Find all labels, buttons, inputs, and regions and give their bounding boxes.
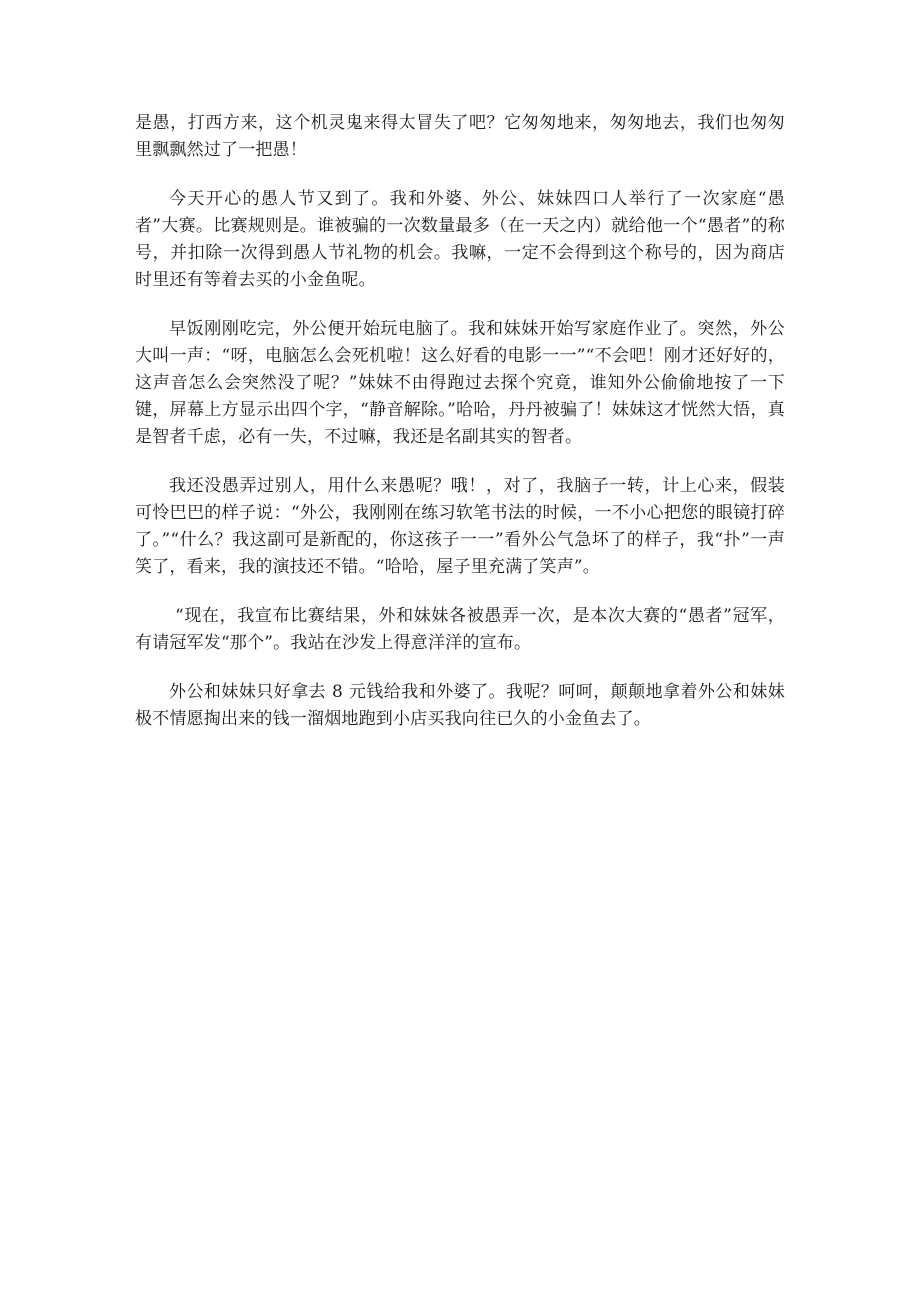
paragraph-3: 早饭刚刚吃完，外公便开始玩电脑了。我和妹妹开始写家庭作业了。突然，外公大叫一声：“呀，电脑怎么会死机啦！这么好看的电影一一”“不会吧！刚才还好好的，这声音怎么会突然没了呢？”妹妹不由得跑过去探个究竟，谁知外公偷偷地按了一下键，屏幕上方显示出四个字，“静音解除。”哈哈，丹丹被骗了！妹妹这才恍然大悟，真是智者千虑，必有一失，不过嘛，我还是名副其实的智者。 xyxy=(135,319,785,447)
paragraph-6: 外公和妹妹只好拿去 8 元钱给我和外婆了。我呢？呵呵，颠颠地拿着外公和妹妹极不情愿掏出来的钱一溜烟地跑到小店买我向往已久的小金鱼去了。 xyxy=(135,682,785,729)
paragraph-4: 我还没愚弄过别人，用什么来愚呢？哦！，对了，我脑子一转，计上心来，假装可怜巴巴的样子说：“外公，我刚刚在练习软笔书法的时候，一不小心把您的眼镜打碎了。”“什么？我这副可是新配的，你这孩子一一”看外公气急坏了的样子，我“扑”一声笑了，看来，我的演技还不错。“哈哈，屋子里充满了笑声”。 xyxy=(135,476,785,577)
paragraph-1: 是愚，打西方来，这个机灵鬼来得太冒失了吧？它匆匆地来，匆匆地去，我们也匆匆里飘飘然过了一把愚！ xyxy=(135,113,785,160)
article-body xyxy=(135,110,785,755)
paragraph-5: “现在，我宣布比赛结果，外和妹妹各被愚弄一次，是本次大赛的“愚者”冠军，有请冠军发“那个”。我站在沙发上得意洋洋的宣布。 xyxy=(135,606,785,653)
paragraph-2: 今天开心的愚人节又到了。我和外婆、外公、妹妹四口人举行了一次家庭“愚者”大赛。比赛规则是。谁被骗的一次数量最多（在一天之内）就给他一个“愚者”的称号，并扣除一次得到愚人节礼物的机会。我嘛，一定不会得到这个称号的，因为商店时里还有等着去买的小金鱼呢。 xyxy=(135,189,785,290)
